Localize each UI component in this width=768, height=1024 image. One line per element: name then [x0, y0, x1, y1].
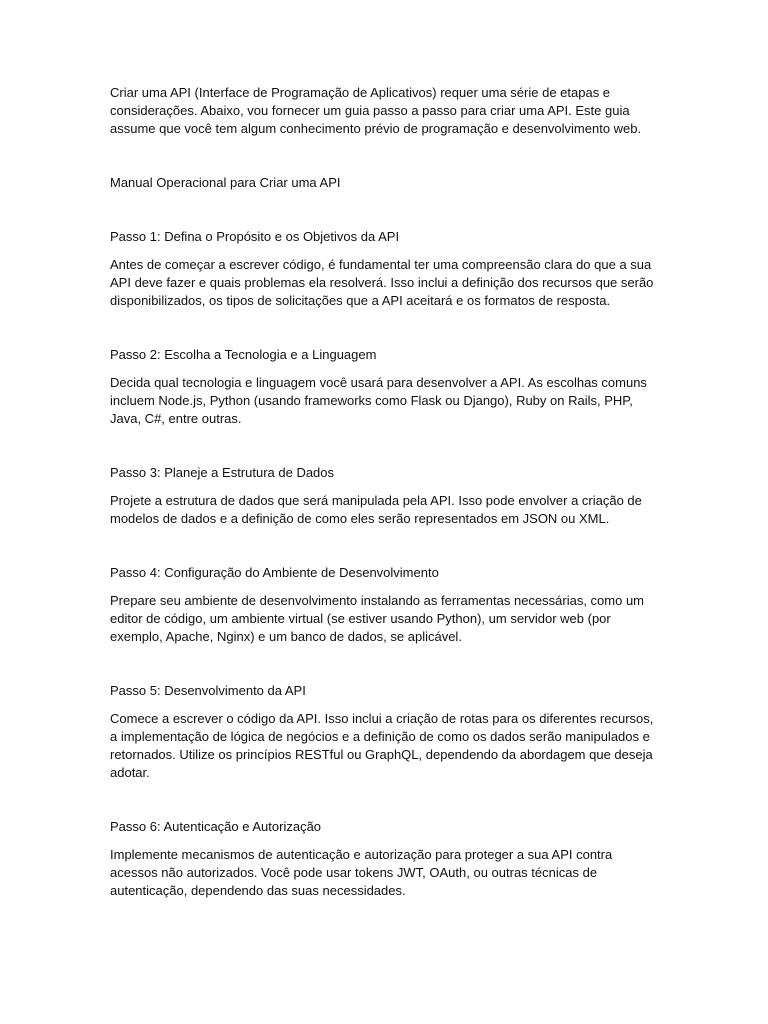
step-body: Implemente mecanismos de autenticação e autorização para proteger a sua API contra acessos não autorizados. Você pode usar tokens JWT, OAuth, ou outras técnicas de autenticação, dependendo das suas necessidades. — [110, 847, 613, 898]
step-heading: Passo 5: Desenvolvimento da API — [110, 683, 306, 698]
step-1 — [110, 228, 662, 310]
intro-paragraph: Criar uma API (Interface de Programação de Aplicativos) requer uma série de etapas e considerações. Abaixo, vou fornecer um guia passo a passo para criar uma API. Este guia assume que você tem algum conhecimento prévio de programação e desenvolvimento web. — [110, 85, 642, 136]
step-4 — [110, 564, 662, 646]
step-3 — [110, 464, 662, 528]
step-body: Prepare seu ambiente de desenvolvimento instalando as ferramentas necessárias, como um editor de código, um ambiente virtual (se estiver usando Python), um servidor web (por exemplo, Apache, Nginx) e um banco de dados, se aplicável. — [110, 593, 645, 644]
step-heading: Passo 6: Autenticação e Autorização — [110, 819, 322, 834]
step-heading: Passo 4: Configuração do Ambiente de Desenvolvimento — [110, 565, 439, 580]
step-2 — [110, 346, 662, 428]
step-heading: Passo 2: Escolha a Tecnologia e a Linguagem — [110, 347, 377, 362]
step-5 — [110, 682, 662, 782]
step-body: Antes de começar a escrever código, é fundamental ter uma compreensão clara do que a sua API deve fazer e quais problemas ela resolverá. Isso inclui a definição dos recursos que serão disponibilizados, os tipos de solicitações que a API aceitará e os formatos de resposta. — [110, 257, 654, 308]
steps-list — [110, 228, 662, 900]
step-body: Projete a estrutura de dados que será manipulada pela API. Isso pode envolver a criação de modelos de dados e a definição de como eles serão representados em JSON ou XML. — [110, 493, 642, 526]
step-body: Comece a escrever o código da API. Isso inclui a criação de rotas para os diferentes recursos, a implementação de lógica de negócios e a definição de como os dados serão manipulados e retornados. Utilize os princípios RESTful ou GraphQL, dependendo da abordagem que deseja adotar. — [110, 711, 654, 780]
step-body: Decida qual tecnologia e linguagem você usará para desenvolver a API. As escolhas comuns incluem Node.js, Python (usando frameworks como Flask ou Django), Ruby on Rails, PHP, Java, C#, entre outras. — [110, 375, 647, 426]
document-title: Manual Operacional para Criar uma API — [110, 175, 341, 190]
step-heading: Passo 1: Defina o Propósito e os Objetivos da API — [110, 229, 400, 244]
document-page — [110, 84, 662, 900]
step-6 — [110, 818, 662, 900]
step-heading: Passo 3: Planeje a Estrutura de Dados — [110, 465, 335, 480]
